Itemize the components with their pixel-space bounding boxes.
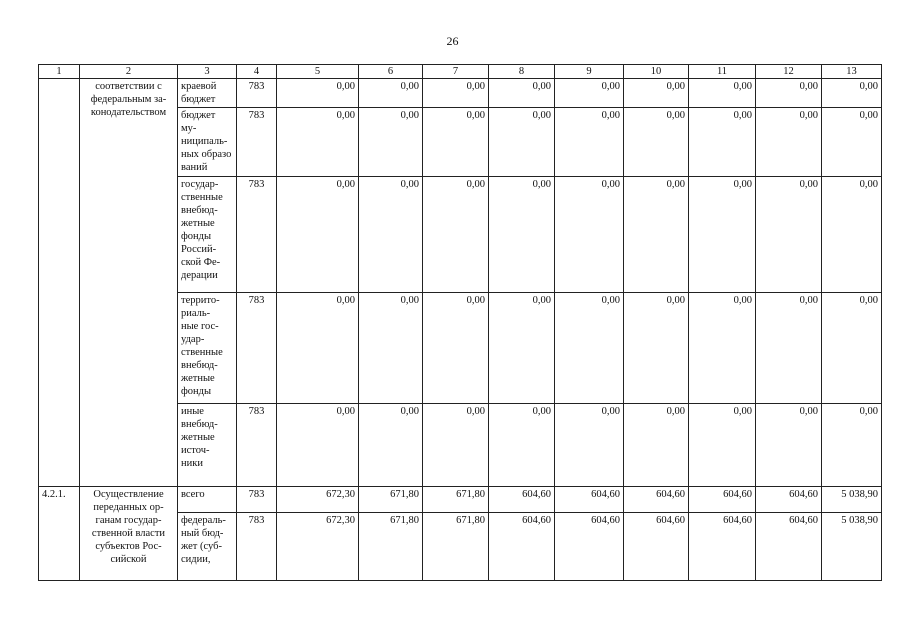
value-cell: 0,00 bbox=[555, 293, 624, 404]
value-cell: 604,60 bbox=[624, 513, 689, 581]
value-cell: 0,00 bbox=[555, 79, 624, 108]
column-number: 9 bbox=[555, 65, 624, 79]
column-number-row bbox=[39, 65, 882, 79]
value-cell: 0,00 bbox=[624, 79, 689, 108]
value-cell: 0,00 bbox=[624, 177, 689, 293]
value-cell: 0,00 bbox=[689, 177, 756, 293]
value-cell: 0,00 bbox=[423, 404, 489, 487]
column-number: 4 bbox=[237, 65, 277, 79]
value-cell: 5 038,90 bbox=[822, 487, 882, 513]
value-cell: 604,60 bbox=[489, 487, 555, 513]
value-cell: 0,00 bbox=[689, 404, 756, 487]
funding-source: всего bbox=[178, 487, 237, 513]
value-cell: 0,00 bbox=[277, 293, 359, 404]
funding-source: террито- риаль- ные гос- удар- ственные внебюд- жетные фонды bbox=[178, 293, 237, 404]
value-cell: 0,00 bbox=[277, 108, 359, 177]
value-cell: 0,00 bbox=[689, 108, 756, 177]
item-index bbox=[39, 79, 80, 487]
page-number: 26 bbox=[446, 34, 459, 48]
value-cell: 671,80 bbox=[423, 513, 489, 581]
value-cell: 0,00 bbox=[756, 177, 822, 293]
value-cell: 604,60 bbox=[689, 487, 756, 513]
value-cell: 0,00 bbox=[359, 108, 423, 177]
item-name: соответствии с федеральным за- конодательством bbox=[80, 79, 178, 487]
funding-source: федераль- ный бюд- жет (суб- сидии, bbox=[178, 513, 237, 581]
value-cell: 0,00 bbox=[822, 293, 882, 404]
budget-code: 783 bbox=[237, 487, 277, 513]
value-cell: 0,00 bbox=[489, 177, 555, 293]
value-cell: 0,00 bbox=[277, 79, 359, 108]
value-cell: 0,00 bbox=[423, 79, 489, 108]
value-cell: 5 038,90 bbox=[822, 513, 882, 581]
funding-source: иные внебюд- жетные источ- ники bbox=[178, 404, 237, 487]
item-index: 4.2.1. bbox=[39, 487, 80, 581]
budget-table bbox=[38, 64, 882, 581]
value-cell: 604,60 bbox=[489, 513, 555, 581]
value-cell: 604,60 bbox=[555, 513, 624, 581]
column-number: 11 bbox=[689, 65, 756, 79]
value-cell: 0,00 bbox=[359, 293, 423, 404]
value-cell: 0,00 bbox=[489, 404, 555, 487]
value-cell: 604,60 bbox=[624, 487, 689, 513]
value-cell: 0,00 bbox=[489, 79, 555, 108]
value-cell: 0,00 bbox=[756, 108, 822, 177]
column-number: 1 bbox=[39, 65, 80, 79]
column-number: 7 bbox=[423, 65, 489, 79]
value-cell: 0,00 bbox=[489, 293, 555, 404]
value-cell: 0,00 bbox=[756, 79, 822, 108]
value-cell: 0,00 bbox=[822, 79, 882, 108]
value-cell: 0,00 bbox=[624, 108, 689, 177]
value-cell: 0,00 bbox=[689, 79, 756, 108]
column-number: 3 bbox=[178, 65, 237, 79]
column-number: 6 bbox=[359, 65, 423, 79]
value-cell: 0,00 bbox=[822, 177, 882, 293]
funding-source: государ- ственные внебюд- жетные фонды Россий- ской Фе- дерации bbox=[178, 177, 237, 293]
item-name: Осуществление переданных ор- ганам государ- ственной власти субъектов Рос- сийской bbox=[80, 487, 178, 581]
value-cell: 0,00 bbox=[624, 293, 689, 404]
column-number: 2 bbox=[80, 65, 178, 79]
value-cell: 604,60 bbox=[756, 513, 822, 581]
column-number: 8 bbox=[489, 65, 555, 79]
value-cell: 0,00 bbox=[756, 293, 822, 404]
value-cell: 0,00 bbox=[277, 404, 359, 487]
value-cell: 604,60 bbox=[756, 487, 822, 513]
budget-code: 783 bbox=[237, 79, 277, 108]
value-cell: 672,30 bbox=[277, 513, 359, 581]
value-cell: 0,00 bbox=[555, 177, 624, 293]
column-number: 13 bbox=[822, 65, 882, 79]
value-cell: 0,00 bbox=[555, 108, 624, 177]
column-number: 10 bbox=[624, 65, 689, 79]
column-number: 5 bbox=[277, 65, 359, 79]
value-cell: 671,80 bbox=[359, 513, 423, 581]
value-cell: 0,00 bbox=[822, 108, 882, 177]
value-cell: 604,60 bbox=[555, 487, 624, 513]
value-cell: 0,00 bbox=[423, 293, 489, 404]
budget-code: 783 bbox=[237, 108, 277, 177]
value-cell: 0,00 bbox=[822, 404, 882, 487]
value-cell: 0,00 bbox=[689, 293, 756, 404]
value-cell: 0,00 bbox=[489, 108, 555, 177]
value-cell: 0,00 bbox=[359, 404, 423, 487]
value-cell: 0,00 bbox=[423, 108, 489, 177]
table-row bbox=[39, 79, 882, 108]
value-cell: 0,00 bbox=[756, 404, 822, 487]
budget-code: 783 bbox=[237, 293, 277, 404]
table-row bbox=[39, 487, 882, 513]
value-cell: 0,00 bbox=[624, 404, 689, 487]
funding-source: бюджет му- ниципаль- ных образо ваний bbox=[178, 108, 237, 177]
budget-code: 783 bbox=[237, 404, 277, 487]
value-cell: 0,00 bbox=[423, 177, 489, 293]
value-cell: 671,80 bbox=[423, 487, 489, 513]
column-number: 12 bbox=[756, 65, 822, 79]
funding-source: краевой бюджет bbox=[178, 79, 237, 108]
value-cell: 0,00 bbox=[359, 79, 423, 108]
value-cell: 671,80 bbox=[359, 487, 423, 513]
value-cell: 604,60 bbox=[689, 513, 756, 581]
value-cell: 672,30 bbox=[277, 487, 359, 513]
budget-code: 783 bbox=[237, 513, 277, 581]
budget-code: 783 bbox=[237, 177, 277, 293]
value-cell: 0,00 bbox=[277, 177, 359, 293]
value-cell: 0,00 bbox=[555, 404, 624, 487]
value-cell: 0,00 bbox=[359, 177, 423, 293]
